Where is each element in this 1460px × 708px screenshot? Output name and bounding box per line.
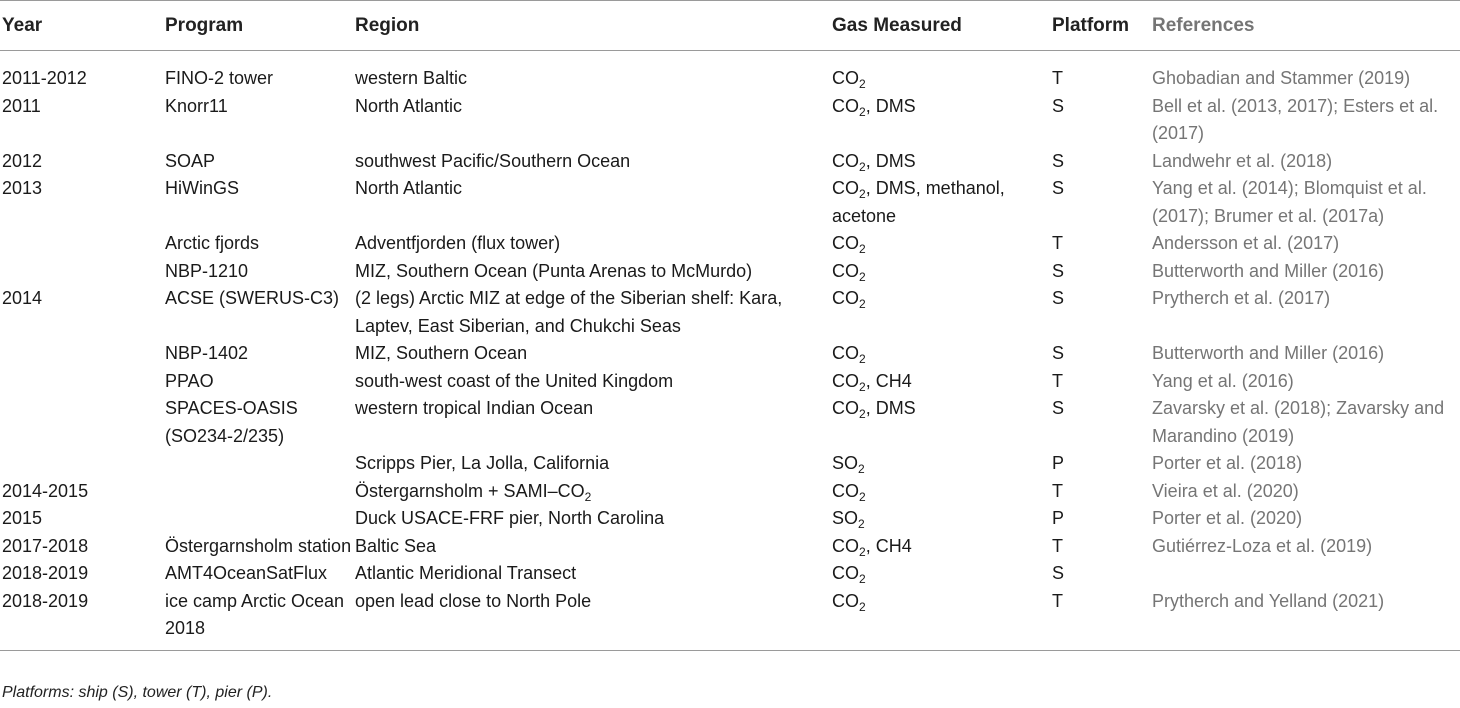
cell-year: 2011	[2, 95, 41, 116]
table-row	[0, 258, 1460, 286]
cell-platform: S	[1052, 178, 1065, 198]
cell-year: 2018-2019	[2, 590, 89, 611]
cell-region: western tropical Indian Ocean	[355, 398, 594, 418]
table-header	[0, 1, 1460, 51]
cell-year: 2011-2012	[2, 68, 87, 88]
cell-gas-measured: $CO_2$, DMS	[832, 95, 916, 119]
cell-platform: T	[1052, 480, 1063, 501]
cell-gas-measured: $CO_2$, DMS	[832, 150, 916, 174]
cell-platform: S	[1052, 398, 1065, 418]
cell-gas-measured: $SO_2$	[832, 508, 865, 531]
cell-references: Landwehr et al. (2018)	[1152, 150, 1333, 171]
cell-platform: T	[1052, 590, 1063, 611]
cell-year: 2017-2018	[2, 535, 89, 556]
cell-platform: T	[1052, 370, 1063, 391]
cell-region: south-west coast of the United Kingdom	[355, 370, 674, 391]
cell-year: 2018-2019	[2, 563, 89, 583]
cell-platform: T	[1052, 233, 1063, 253]
table-row	[0, 93, 1460, 148]
cell-program: ice camp Arctic Ocean 2018	[165, 590, 345, 638]
cell-platform: P	[1052, 508, 1065, 528]
cell-gas-measured: $CO_2$, DMS	[832, 398, 916, 421]
cell-references: Butterworth and Miller (2016)	[1152, 260, 1385, 281]
cell-year	[0, 230, 165, 258]
cell-region: Scripps Pier, La Jolla, California	[355, 453, 610, 473]
cell-region: southwest Pacific/Southern Ocean	[355, 150, 631, 171]
cell-references: Yang et al. (2016)	[1152, 370, 1294, 391]
table-row	[0, 505, 1460, 533]
header-gas-measured: Gas Measured	[832, 14, 962, 36]
cell-region: MIZ, Southern Ocean (Punta Arenas to McMurdo)	[355, 260, 753, 281]
cell-program: NBP-1402	[165, 343, 249, 363]
cell-gas-measured: $CO_2$	[832, 260, 866, 284]
table-row	[0, 148, 1460, 176]
cell-references: Prytherch and Yelland (2021)	[1152, 590, 1385, 611]
cell-gas-measured: $CO_2$	[832, 68, 866, 91]
cell-program: PPAO	[165, 370, 214, 391]
cell-program: Östergarnsholm station	[165, 535, 352, 556]
table-row	[0, 395, 1460, 450]
cell-region: North Atlantic	[355, 95, 463, 116]
header-references: References	[1152, 14, 1255, 36]
cell-program: NBP-1210	[165, 260, 249, 281]
table-row	[0, 285, 1460, 340]
cell-references: Yang et al. (2014); Blomquist et al. (2017); Brumer et al. (2017a)	[1152, 178, 1427, 226]
cell-platform: S	[1052, 288, 1065, 308]
header-year: Year	[2, 14, 43, 36]
cell-references: Butterworth and Miller (2016)	[1152, 343, 1385, 363]
header-program: Program	[165, 14, 244, 36]
cell-region: North Atlantic	[355, 178, 463, 198]
cell-platform: T	[1052, 68, 1063, 88]
cell-gas-measured: $CO_2$	[832, 343, 866, 366]
cell-references: Zavarsky et al. (2018); Zavarsky and Marandino (2019)	[1152, 398, 1445, 446]
cell-region: Östergarnsholm + SAMI–$CO_2$	[355, 480, 592, 504]
cell-region: western Baltic	[355, 68, 468, 88]
cell-year: 2014	[2, 288, 43, 308]
table-row	[0, 450, 1460, 478]
cell-program: ACSE (SWERUS-C3)	[165, 288, 340, 308]
cell-references: Vieira et al. (2020)	[1152, 480, 1299, 501]
cell-program: Arctic fjords	[165, 233, 260, 253]
cell-gas-measured: $CO_2$, CH4	[832, 370, 912, 394]
cell-year: 2013	[2, 178, 43, 198]
table-row	[0, 560, 1460, 588]
cell-program	[165, 505, 355, 533]
table-row	[0, 230, 1460, 258]
cell-region: MIZ, Southern Ocean	[355, 343, 528, 363]
table-row	[0, 533, 1460, 561]
cell-region: Adventfjorden (flux tower)	[355, 233, 561, 253]
cell-region: (2 legs) Arctic MIZ at edge of the Siberian shelf: Kara, Laptev, East Siberian, and Chukchi Seas	[355, 288, 783, 336]
cell-gas-measured: $CO_2$	[832, 288, 866, 311]
cell-references: Ghobadian and Stammer (2019)	[1152, 68, 1411, 88]
cell-references: Prytherch et al. (2017)	[1152, 288, 1331, 308]
cell-program	[165, 478, 355, 506]
header-region: Region	[355, 14, 420, 36]
cell-year	[0, 258, 165, 286]
cell-region: open lead close to North Pole	[355, 590, 592, 611]
cell-references: Andersson et al. (2017)	[1152, 233, 1340, 253]
cell-year: 2015	[2, 508, 43, 528]
table-row	[0, 368, 1460, 396]
table-footnote: Platforms: ship (S), tower (T), pier (P).	[2, 684, 273, 701]
cell-year: 2012	[2, 150, 43, 171]
table-row	[0, 588, 1460, 651]
cell-platform: S	[1052, 95, 1065, 116]
cell-gas-measured: $CO_2$, CH4	[832, 535, 912, 559]
cell-platform: S	[1052, 260, 1065, 281]
table-row	[0, 51, 1460, 93]
cell-platform: S	[1052, 343, 1065, 363]
cell-gas-measured: $CO_2$	[832, 590, 866, 614]
cell-region: Atlantic Meridional Transect	[355, 563, 577, 583]
cell-year	[0, 395, 165, 450]
cell-region: Baltic Sea	[355, 535, 437, 556]
table-body	[0, 51, 1460, 651]
cell-platform: T	[1052, 535, 1063, 556]
header-row	[0, 1, 1460, 51]
header-platform: Platform	[1052, 14, 1130, 36]
cell-gas-measured: $CO_2$	[832, 233, 866, 256]
cell-references	[1152, 560, 1460, 588]
cell-platform: S	[1052, 150, 1065, 171]
cell-program: Knorr11	[165, 95, 228, 116]
cell-year: 2014-2015	[2, 480, 89, 501]
table-row	[0, 340, 1460, 368]
cell-gas-measured: $SO_2$	[832, 453, 865, 476]
cell-program: SPACES-OASIS (SO234-2/235)	[165, 398, 298, 446]
table-row	[0, 175, 1460, 230]
cell-year	[0, 340, 165, 368]
cell-program: HiWinGS	[165, 178, 240, 198]
cell-program: FINO-2 tower	[165, 68, 274, 88]
cell-region: Duck USACE-FRF pier, North Carolina	[355, 508, 665, 528]
cell-gas-measured: $CO_2$	[832, 480, 866, 504]
cell-gas-measured: $CO_2$, DMS, methanol, acetone	[832, 178, 1005, 226]
cell-gas-measured: $CO_2$	[832, 563, 866, 586]
cell-references: Gutiérrez-Loza et al. (2019)	[1152, 535, 1373, 556]
cell-year	[0, 368, 165, 396]
cell-platform: S	[1052, 563, 1065, 583]
cell-program: AMT4OceanSatFlux	[165, 563, 328, 583]
cell-year	[0, 450, 165, 478]
cell-references: Bell et al. (2013, 2017); Esters et al. (2017)	[1152, 95, 1439, 143]
cell-references: Porter et al. (2018)	[1152, 453, 1303, 473]
cell-references: Porter et al. (2020)	[1152, 508, 1303, 528]
cell-program	[165, 450, 355, 478]
table-row	[0, 478, 1460, 506]
cell-platform: P	[1052, 453, 1065, 473]
cell-program: SOAP	[165, 150, 216, 171]
